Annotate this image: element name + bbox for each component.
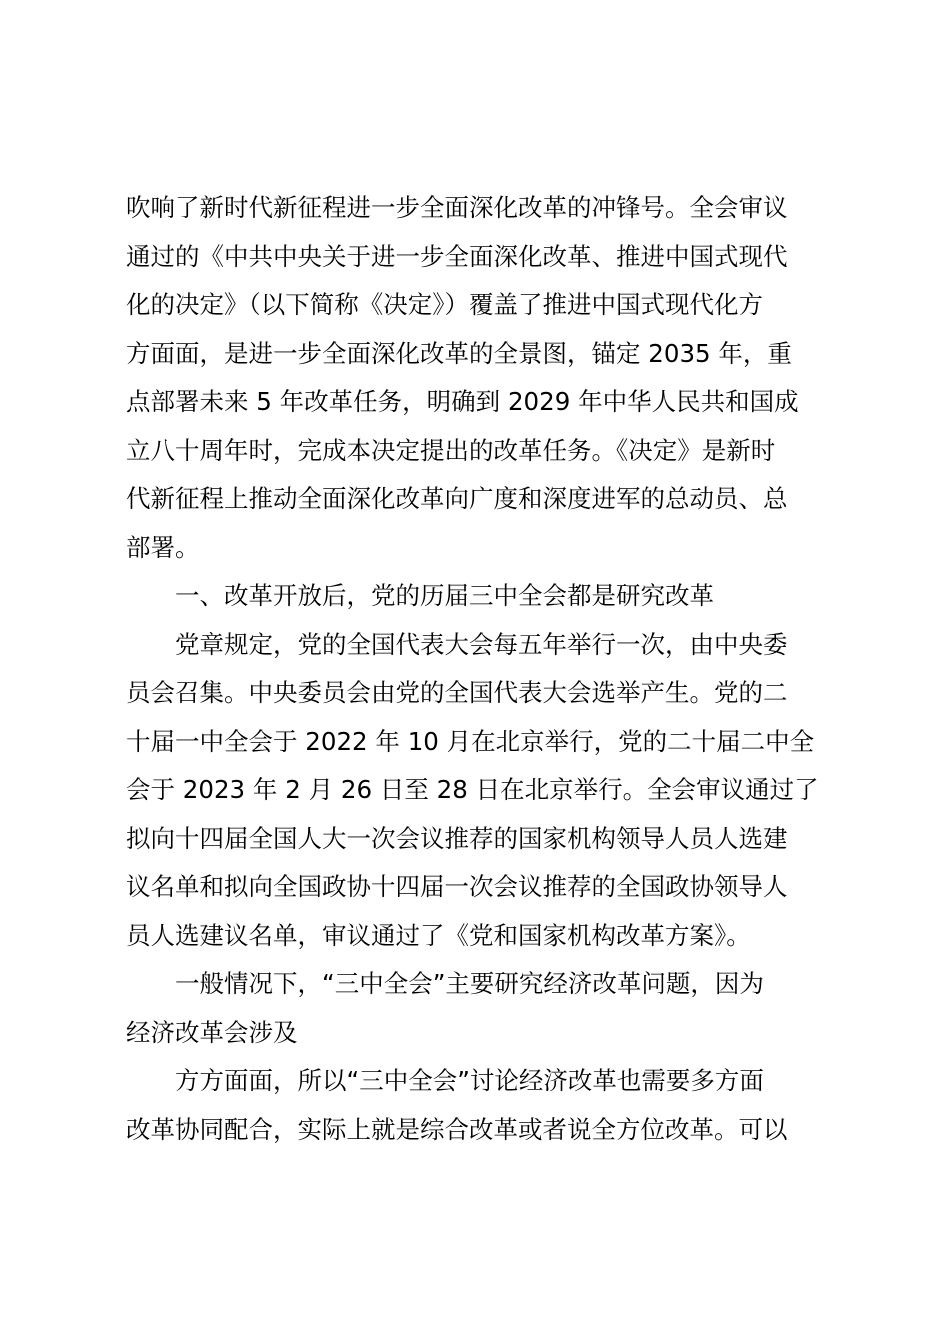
text-line: 议名单和拟向全国政协十四届一次会议推荐的全国政协领导人 [126, 872, 788, 901]
text-line: 吹响了新时代新征程进一步全面深化改革的冲锋号。全会审议 [126, 193, 788, 222]
text-line: 员会召集。中央委员会由党的全国代表大会选举产生。党的二 [126, 678, 788, 707]
text-line: 部署。 [126, 532, 200, 562]
text-line: 十届一中全会于 2022 年 10 月在北京举行，党的二十届二中全 [126, 726, 815, 756]
text-line: 员人选建议名单，审议通过了《党和国家机构改革方案》。 [126, 920, 751, 950]
text-line: 化的决定》（以下简称《决定》）覆盖了推进中国式现代化方 [126, 290, 763, 319]
section-heading: 一、改革开放后，党的历届三中全会都是研究改革 [175, 581, 714, 610]
text-line: 改革协同配合，实际上就是综合改革或者说全方位改革。可以 [126, 1114, 788, 1144]
text-line: 立八十周年时，完成本决定提出的改革任务。《决定》是新时 [126, 435, 776, 465]
text-line: 一般情况下，“三中全会”主要研究经济改革问题，因为 [175, 969, 764, 998]
text-line: 点部署未来 5 年改革任务，明确到 2029 年中华人民共和国成 [126, 387, 799, 416]
text-line: 方面面，是进一步全面深化改革的全景图，锚定 2035 年，重 [126, 338, 792, 368]
text-line: 党章规定，党的全国代表大会每五年举行一次，由中央委 [175, 629, 788, 659]
text-line: 代新征程上推动全面深化改革向广度和深度进军的总动员、总 [126, 484, 788, 513]
body-text [126, 184, 834, 1154]
text-line: 方方面面，所以“三中全会”讨论经济改革也需要多方面 [175, 1066, 764, 1095]
text-line: 通过的《中共中央关于进一步全面深化改革、推进中国式现代 [126, 241, 788, 271]
text-line: 经济改革会涉及 [126, 1017, 298, 1047]
text-line: 拟向十四届全国人大一次会议推荐的国家机构领导人员人选建 [126, 823, 788, 853]
text-line: 会于 2023 年 2 月 26 日至 28 日在北京举行。全会审议通过了 [126, 775, 819, 804]
